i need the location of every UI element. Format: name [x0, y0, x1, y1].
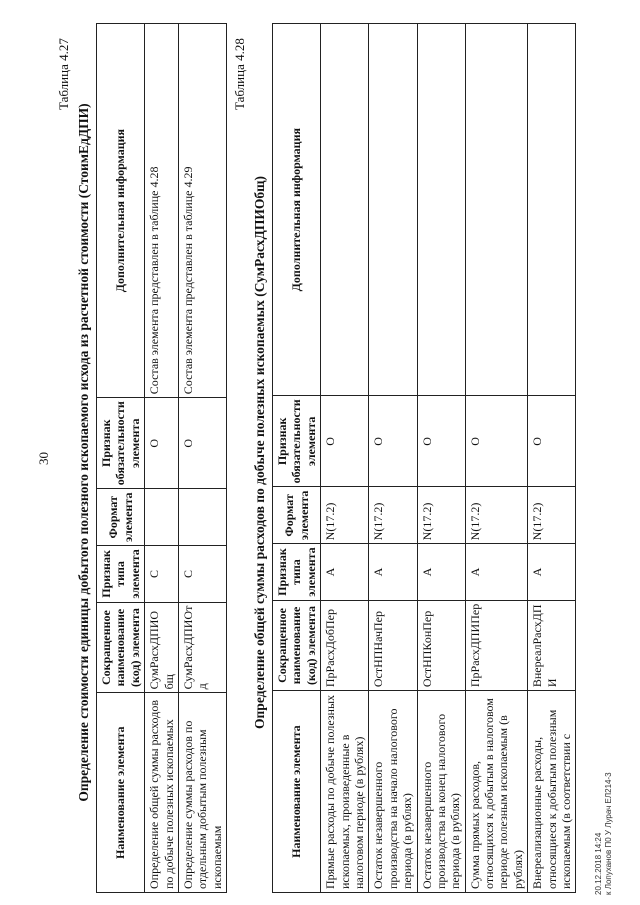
header-cell: Признак типа элемента: [273, 544, 321, 600]
cell-type: А: [321, 544, 369, 600]
cell-format: [178, 489, 226, 546]
cell-name: Остаток незавершенного производства на конец налогового периода (в рублях): [417, 691, 465, 893]
cell-name: Определение общей суммы расходов по добыче полезных ископаемых: [145, 693, 179, 893]
cell-name: Определение суммы расходов по отдельным добытым полезным ископаемым: [178, 693, 226, 893]
header-cell: Признак типа элемента: [97, 546, 145, 602]
cell-required: О: [178, 398, 226, 489]
cell-info: Состав элемента представлен в таблице 4.28: [145, 24, 179, 398]
cell-format: N(17.2): [321, 487, 369, 544]
cell-name: Внереализационные расходы, относящиеся к добытым полезным ископаемым (в соответствии с: [528, 691, 576, 893]
header-cell: Формат элемента: [97, 489, 145, 546]
table-title-4-28: Определение общей суммы расходов по добыче полезных ископаемых (СумРасхДПИОбщ): [252, 176, 267, 729]
footer-line: к Лопуханов П0 У Лурач ЕЛ214-3: [604, 772, 614, 895]
table-4-27: [96, 23, 227, 893]
cell-code: ВнереалРасхДП И: [528, 600, 576, 690]
cell-code: ПрРасхДПИПер: [465, 600, 528, 690]
table-row: [465, 24, 528, 893]
header-cell: Дополнительная информация: [97, 24, 145, 398]
table-label-4-28: Таблица 4.28: [232, 38, 247, 110]
cell-info: [528, 24, 576, 396]
cell-info: [369, 24, 417, 396]
cell-name: Остаток незавершенного производства на начало налогового периода (в рублях): [369, 691, 417, 893]
header-cell: Сокращенное наименование (код) элемента: [273, 600, 321, 690]
header-cell: Дополнительная информация: [273, 24, 321, 396]
cell-type: А: [465, 544, 528, 600]
table-row: [417, 24, 465, 893]
cell-type: А: [369, 544, 417, 600]
header-cell: Наименование элемента: [273, 691, 321, 893]
cell-format: N(17.2): [528, 487, 576, 544]
table-title-4-27: Определение стоимости единицы добытого полезного ископаемого исхода из расчетной стоимости (СтоимЕдДПИ): [76, 103, 91, 802]
header-cell: Наименование элемента: [97, 693, 145, 893]
cell-info: [417, 24, 465, 396]
table-label-4-27: Таблица 4.27: [56, 38, 71, 110]
cell-type: А: [528, 544, 576, 600]
cell-type: С: [178, 546, 226, 602]
header-cell: Признак обязательности элемента: [273, 396, 321, 487]
table-row: [369, 24, 417, 893]
cell-required: О: [417, 396, 465, 487]
cell-format: N(17.2): [369, 487, 417, 544]
cell-type: С: [145, 546, 179, 602]
cell-format: N(17.2): [417, 487, 465, 544]
header-cell: Сокращенное наименование (код) элемента: [97, 602, 145, 693]
cell-info: [465, 24, 528, 396]
cell-code: ОстНПКонПер: [417, 600, 465, 690]
cell-code: СумРасхДПИОт д: [178, 602, 226, 693]
footer-stamp: [594, 772, 615, 895]
cell-required: О: [145, 398, 179, 489]
page-number: 30: [36, 452, 51, 465]
table-row: [528, 24, 576, 893]
footer-line: 20.12.2018 14:24: [594, 832, 603, 895]
header-cell: Признак обязательности элемента: [97, 398, 145, 489]
cell-name: Прямые расходы по добыче полезных ископаемых, произведенные в налоговом периоде (в рублях): [321, 691, 369, 893]
cell-format: N(17.2): [465, 487, 528, 544]
cell-code: ПрРасхДобПер: [321, 600, 369, 690]
cell-info: [321, 24, 369, 396]
cell-format: [145, 489, 179, 546]
table-4-28: [272, 23, 576, 893]
cell-type: А: [417, 544, 465, 600]
cell-required: О: [465, 396, 528, 487]
header-cell: Формат элемента: [273, 487, 321, 544]
table-header-row: [273, 24, 321, 893]
cell-info: Состав элемента представлен в таблице 4.29: [178, 24, 226, 398]
cell-code: ОстНПНачПер: [369, 600, 417, 690]
table-row: [145, 24, 179, 893]
cell-required: О: [369, 396, 417, 487]
table-row: [321, 24, 369, 893]
table-row: [178, 24, 226, 893]
cell-code: СумРасхДПИО бщ: [145, 602, 179, 693]
cell-required: О: [321, 396, 369, 487]
cell-required: О: [528, 396, 576, 487]
cell-name: Сумма прямых расходов, относящихся к добытым в налоговом периоде полезным ископаемым (в рублях): [465, 691, 528, 893]
table-header-row: [97, 24, 145, 893]
